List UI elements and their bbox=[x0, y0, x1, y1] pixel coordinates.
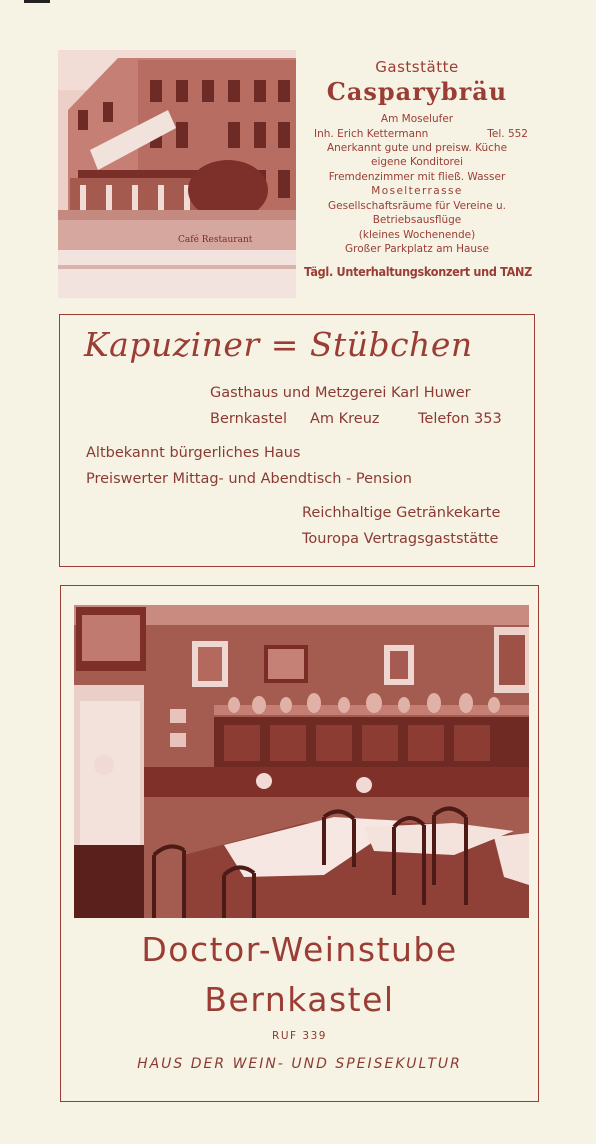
ad1-line-4: Moselterrasse bbox=[371, 185, 463, 197]
ad2-line-4: Preiswerter Mittag- und Abendtisch - Pension bbox=[86, 471, 412, 487]
ad2-line-3: Altbekannt bürgerliches Haus bbox=[86, 445, 301, 461]
ad2-line-6: Touropa Vertragsgaststätte bbox=[302, 531, 499, 547]
ad3-slogan: HAUS DER WEIN- UND SPEISEKULTUR bbox=[137, 1056, 462, 1072]
doctor-weinstube-ad-box bbox=[60, 585, 539, 1102]
ad1-owner: Inh. Erich Kettermann bbox=[314, 127, 429, 140]
ad2-title: Kapuziner = Stübchen bbox=[84, 325, 473, 364]
wine-tavern-interior-photo bbox=[74, 605, 529, 918]
ad1-line-3: Fremdenzimmer mit fließ. Wasser bbox=[328, 170, 506, 183]
ad2-line-5: Reichhaltige Getränkekarte bbox=[302, 505, 501, 521]
ad1-line-5: Gesellschaftsräume für Vereine u. bbox=[328, 199, 506, 212]
ad1-bottom-line: Tägl. Unterhaltungskonzert und TANZ bbox=[304, 263, 532, 279]
ad1-phone: Tel. 552 bbox=[487, 127, 528, 140]
ad2-phone: Telefon 353 bbox=[418, 411, 502, 427]
ad1-line-1: Anerkannt gute und preisw. Küche bbox=[326, 141, 508, 154]
ad1-line-8: Großer Parkplatz am Hause bbox=[345, 243, 489, 255]
casparybraeu-ad-text bbox=[304, 58, 530, 279]
scan-edge-mark bbox=[24, 0, 50, 3]
ad1-business-name: Casparybräu bbox=[326, 77, 508, 106]
kapuziner-ad-box bbox=[59, 314, 535, 567]
ad1-kicker: Gaststätte bbox=[375, 58, 459, 76]
ad1-line-2: eigene Konditorei bbox=[371, 156, 463, 168]
ad3-phone: RUF 339 bbox=[272, 1030, 327, 1042]
ad1-address: Am Moselufer bbox=[380, 113, 454, 125]
ad1-owner-row bbox=[304, 127, 530, 141]
svg-text:Café Restaurant: Café Restaurant bbox=[178, 235, 253, 245]
ad2-street: Am Kreuz bbox=[310, 411, 380, 427]
ad3-title: Doctor-Weinstube bbox=[141, 930, 458, 969]
ad2-city: Bernkastel bbox=[210, 411, 287, 427]
ad1-line-7: (kleines Wochenende) bbox=[358, 228, 476, 241]
ad3-city: Bernkastel bbox=[204, 980, 395, 1019]
ad2-line-1: Gasthaus und Metzgerei Karl Huwer bbox=[210, 385, 471, 401]
ad1-line-6: Betriebsausflüge bbox=[372, 214, 462, 226]
building-photo bbox=[58, 50, 296, 298]
